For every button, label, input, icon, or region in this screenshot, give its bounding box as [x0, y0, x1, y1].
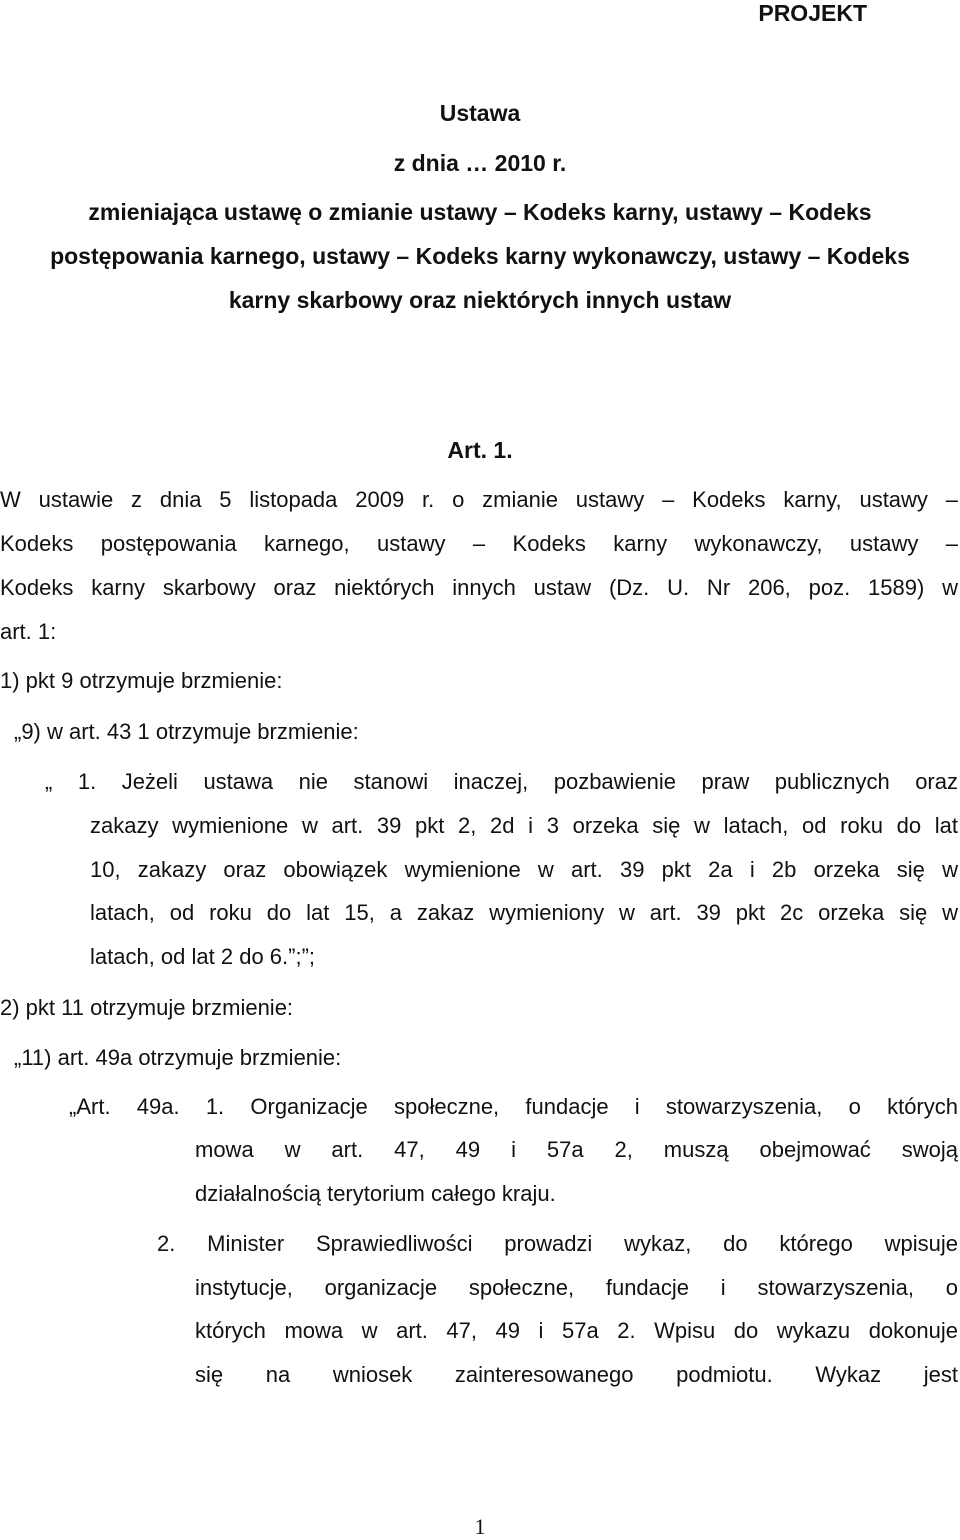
title-line-1: zmieniająca ustawę o zmianie ustawy – Kodeks karny, ustawy – Kodeks [88, 199, 872, 225]
title-ustawa: Ustawa [439, 100, 521, 126]
title-line-3: karny skarbowy oraz niektórych innych ustaw [228, 287, 732, 313]
quote-line-2: zakazy wymienione w art. 39 pkt 2, 2d i 3 orzeka się w latach, od roku do lat [90, 813, 958, 838]
point-2: 2) pkt 11 otrzymuje brzmienie: [0, 995, 294, 1020]
point-1: 1) pkt 9 otrzymuje brzmienie: [0, 668, 283, 693]
art49a-p2-line-2: instytucje, organizacje społeczne, fundacje i stowarzyszenia, o [195, 1275, 958, 1300]
art49a-p1-line-3: działalnością terytorium całego kraju. [195, 1181, 556, 1206]
art49a-p2-line-1: 2. Minister Sprawiedliwości prowadzi wykaz, do którego wpisuje [157, 1231, 958, 1256]
intro-line-4: art. 1: [0, 619, 57, 644]
intro-line-2: Kodeks postępowania karnego, ustawy – Kodeks karny wykonawczy, ustawy – [0, 531, 958, 556]
title-line-2: postępowania karnego, ustawy – Kodeks karny wykonawczy, ustawy – Kodeks [50, 243, 910, 269]
quote-line-3: 10, zakazy oraz obowiązek wymienione w art. 39 pkt 2a i 2b orzeka się w [90, 857, 958, 882]
article-heading: Art. 1. [447, 437, 513, 463]
intro-line-3: Kodeks karny skarbowy oraz niektórych innych ustaw (Dz. U. Nr 206, poz. 1589) w [0, 575, 958, 600]
title-date: z dnia … 2010 r. [393, 150, 567, 176]
art49a-p2-line-4: się na wniosek zainteresowanego podmiotu. Wykaz jest [195, 1362, 958, 1387]
art49a-p2-line-3: których mowa w art. 47, 49 i 57a 2. Wpisu do wykazu dokonuje [195, 1318, 958, 1343]
point-1-sub: „9) w art. 43 1 otrzymuje brzmienie: [14, 719, 359, 744]
art49a-p1-line-1: „Art. 49a. 1. Organizacje społeczne, fundacje i stowarzyszenia, o których [69, 1094, 958, 1119]
quote-line-1: „ 1. Jeżeli ustawa nie stanowi inaczej, pozbawienie praw publicznych oraz [45, 769, 958, 794]
page-number: 1 [474, 1514, 486, 1539]
point-2-sub: „11) art. 49a otrzymuje brzmienie: [14, 1045, 342, 1070]
projekt-stamp: PROJEKT [758, 0, 867, 26]
intro-line-1: W ustawie z dnia 5 listopada 2009 r. o zmianie ustawy – Kodeks karny, ustawy – [0, 487, 958, 512]
art49a-p1-line-2: mowa w art. 47, 49 i 57a 2, muszą obejmować swoją [195, 1137, 958, 1162]
quote-line-5: latach, od lat 2 do 6.”;”; [90, 944, 316, 969]
quote-line-4: latach, od roku do lat 15, a zakaz wymieniony w art. 39 pkt 2c orzeka się w [90, 900, 958, 925]
